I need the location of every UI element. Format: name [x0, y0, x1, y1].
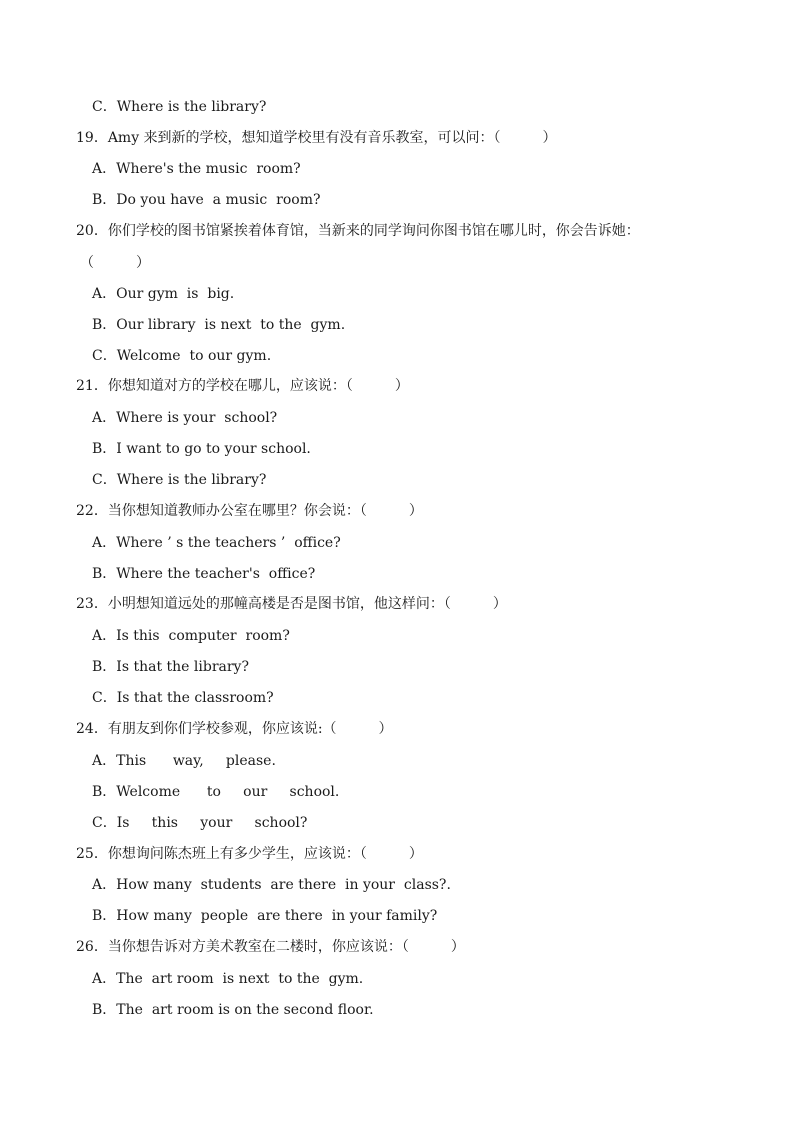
option-line: A．Our gym is big.: [92, 286, 235, 302]
option-line: B．How many people are there in your family?: [92, 908, 438, 924]
question-line: 26．当你想告诉对方美术教室在二楼时，你应该说：（ ）: [76, 939, 465, 955]
option-line: B．Is that the library?: [92, 659, 249, 675]
option-line: A．Where's the music room?: [92, 161, 301, 177]
option-line: C．Where is the library?: [92, 99, 267, 115]
option-line: B．Where the teacher's office?: [92, 566, 316, 582]
question-line: 24．有朋友到你们学校参观，你应该说:（ ）: [76, 721, 393, 737]
option-line: B．The art room is on the second floor.: [92, 1002, 374, 1018]
option-line: C．Where is the library?: [92, 472, 267, 488]
option-line: B．Welcome to our school.: [92, 784, 340, 800]
question-line: 23．小明想知道远处的那幢高楼是否是图书馆，他这样问：（ ）: [76, 596, 507, 612]
option-line: C．Is that the classroom?: [92, 690, 274, 706]
question-line: 19．Amy 来到新的学校，想知道学校里有没有音乐教室，可以问：（ ）: [76, 130, 557, 146]
option-line: B．Our library is next to the gym.: [92, 317, 346, 333]
question-line: 20．你们学校的图书馆紧挨着体育馆，当新来的同学询问你图书馆在哪儿时，你会告诉她：: [76, 223, 640, 239]
option-line: A．Where is your school?: [92, 410, 278, 426]
option-line: A．How many students are there in your class?.: [92, 877, 451, 893]
question-line: 22．当你想知道教师办公室在哪里？你会说：（ ）: [76, 503, 423, 519]
answer-parentheses: （ ）: [80, 255, 150, 271]
option-line: C．Welcome to our gym.: [92, 348, 272, 364]
option-line: C．Is this your school?: [92, 815, 308, 831]
option-line: B．Do you have a music room?: [92, 192, 321, 208]
question-line: 21．你想知道对方的学校在哪儿，应该说：（ ）: [76, 378, 409, 394]
option-line: A．Is this computer room?: [92, 628, 290, 644]
option-line: A．The art room is next to the gym.: [92, 971, 364, 987]
question-line: 25．你想询问陈杰班上有多少学生，应该说：（ ）: [76, 846, 423, 862]
option-line: A．Where ’ s the teachers ’ office?: [92, 535, 341, 551]
option-line: B．I want to go to your school.: [92, 441, 311, 457]
option-line: A．This way, please.: [92, 753, 276, 769]
